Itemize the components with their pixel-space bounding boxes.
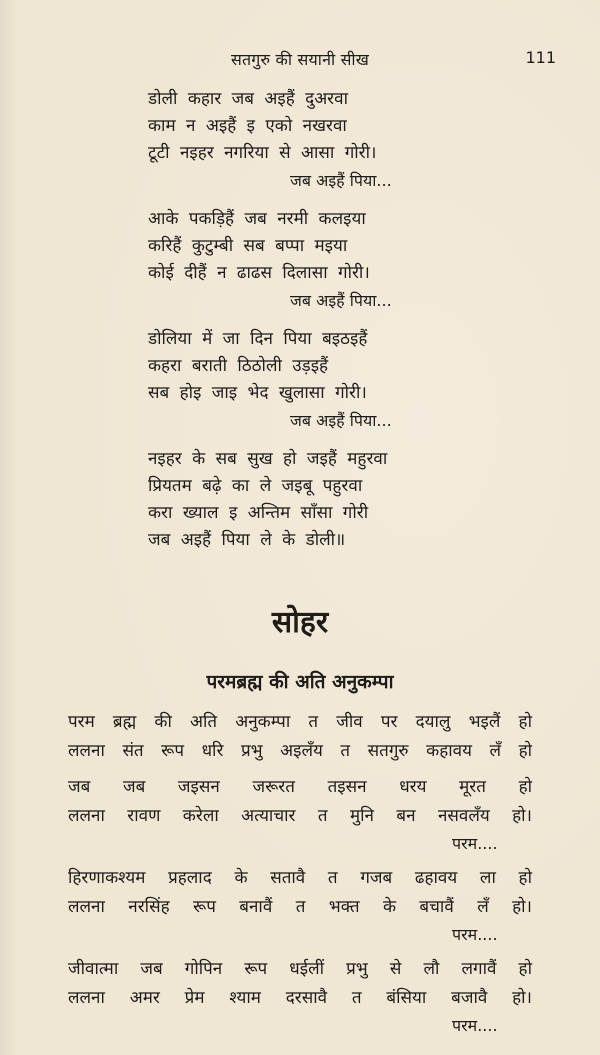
running-title: सतगुरु की सयानी सीख — [230, 50, 370, 69]
verse-line: जब जब जइसन जरूरत तइसन धरय मूरत हो — [68, 777, 532, 797]
verse-line: टूटी नइहर नगरिया से आसा गोरी। — [148, 143, 377, 163]
verse-line: करा ख्याल इ अन्तिम साँसा गोरी — [148, 503, 369, 523]
verse-line: काम न अइहैं इ एको नखरवा — [148, 116, 347, 136]
refrain: परम.... — [452, 925, 498, 944]
stanza — [0, 955, 600, 1039]
verse-line: ललना अमर प्रेम श्याम दरसावै त बंसिया बजावै हो। — [68, 988, 532, 1008]
stanza — [0, 708, 600, 766]
poem-sohar — [0, 708, 600, 1046]
refrain: जब अइहैं पिया... — [290, 171, 392, 190]
verse-line: करिहैं कुटुम्बी सब बप्पा मइया — [148, 236, 348, 256]
verse-line: ललना रावण करेला अत्याचार त मुनि बन नसवलँय हो। — [68, 806, 532, 826]
stanza — [0, 773, 600, 857]
verse-line: ललना संत रूप धरि प्रभु अइलँय त सतगुरु कहावय लँ हो — [68, 741, 532, 761]
verse-line: आके पकड़िहैं जब नरमी कलइया — [148, 209, 366, 229]
verse-line: कोई दीहैं न ढाढस दिलासा गोरी। — [148, 263, 370, 283]
stanza — [0, 446, 600, 554]
section-title: सोहर — [271, 605, 329, 640]
stanza — [0, 864, 600, 948]
verse-line: ललना नरसिंह रूप बनावैं त भक्त के बचावैं लँ हो। — [68, 897, 532, 917]
verse-line: कहरा बराती ठिठोली उड़इहैं — [148, 356, 329, 376]
poem-title: परमब्रह्म की अति अनुकम्पा — [206, 671, 394, 693]
refrain: जब अइहैं पिया... — [290, 411, 392, 430]
stanza — [0, 326, 600, 434]
poem-doli — [0, 86, 600, 566]
refrain: परम.... — [452, 1016, 498, 1035]
page-number: 111 — [525, 48, 556, 67]
verse-line: डोलिया में जा दिन पिया बइठइहैं — [148, 329, 368, 349]
stanza — [0, 86, 600, 194]
verse-line: सब होइ जाइ भेद खुलासा गोरी। — [148, 383, 367, 403]
stanza — [0, 206, 600, 314]
verse-line: जब अइहैं पिया ले के डोली॥ — [148, 530, 346, 550]
verse-line: नइहर के सब सुख हो जइहैं महुरवा — [148, 449, 388, 469]
verse-line: प्रियतम बढ़े का ले जइबू पहुरवा — [148, 476, 363, 496]
refrain: परम.... — [452, 834, 498, 853]
verse-line: डोली कहार जब अइहैं दुअरवा — [148, 89, 348, 109]
verse-line: परम ब्रह्म की अति अनुकम्पा त जीव पर दयालु भइलैं हो — [68, 712, 532, 732]
running-header — [0, 46, 600, 72]
refrain: जब अइहैं पिया... — [290, 291, 392, 310]
verse-line: हिरणाकश्यम प्रहलाद के सतावै त गजब ढहावय ला हो — [68, 868, 532, 888]
verse-line: जीवात्मा जब गोपिन रूप धईलीं प्रभु से लौ लगावैं हो — [68, 959, 532, 979]
